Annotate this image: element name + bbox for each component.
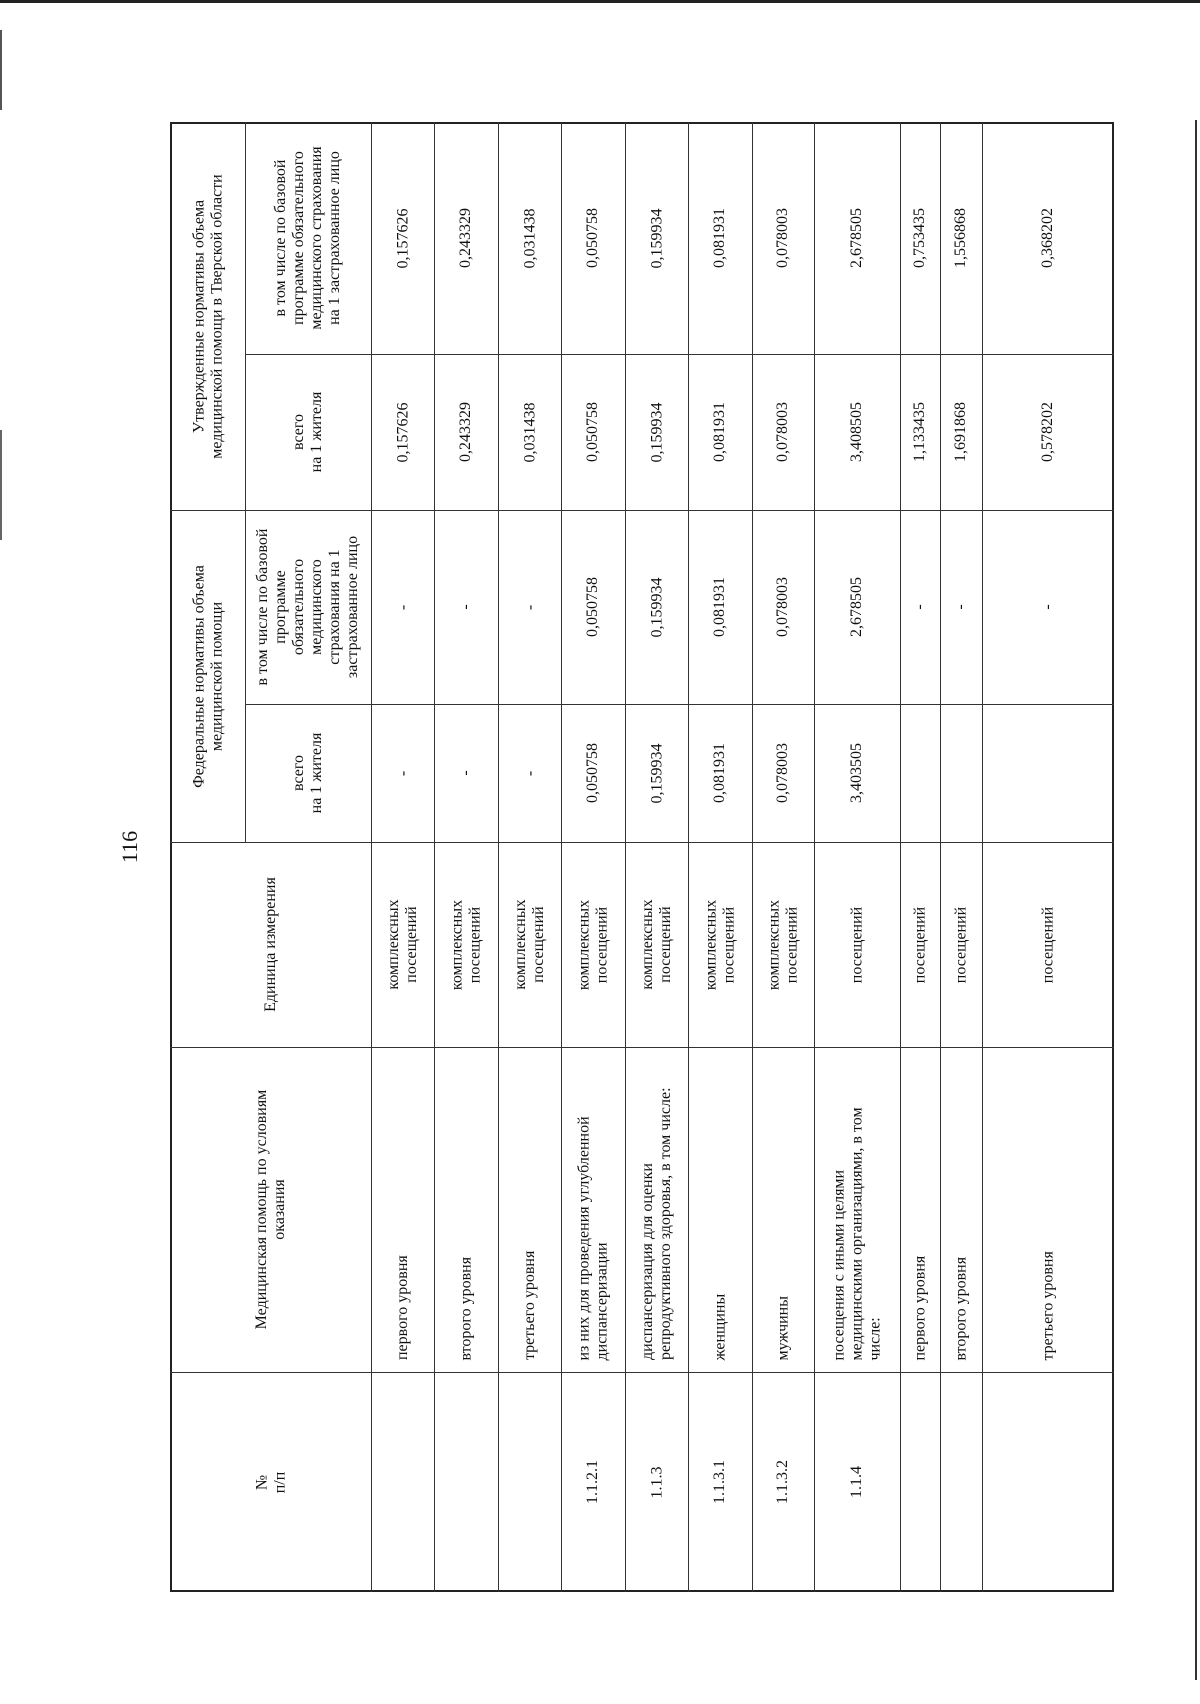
header-unit [170,842,371,1047]
row-6-num [752,1372,814,1592]
row-4-reg-total [625,354,688,510]
row-8-fed-insured-text: - [911,604,928,610]
row-10-reg-total [982,354,1114,510]
row-1-fed-total [434,704,498,842]
row-6-reg-insured [752,122,814,354]
row-4-fed-insured [625,510,688,704]
row-0-fed-insured [371,510,434,704]
row-7-num [814,1372,900,1592]
scan-edge-left [0,30,2,110]
row-2-fed-total [498,704,561,842]
row-3-num [561,1372,625,1592]
row-1-service-text: второго уровня [457,1256,474,1360]
row-1-fed-insured-text: - [457,604,474,610]
row-10-reg-insured [982,122,1114,354]
row-3-reg-total-text: 0,050758 [584,402,601,462]
row-7-fed-insured [814,510,900,704]
row-0-num [371,1372,434,1592]
row-1-service [434,1047,498,1372]
row-9-unit [940,842,982,1047]
row-5-num-text: 1.1.3.1 [711,1460,728,1504]
row-3-fed-total [561,704,625,842]
row-6-unit-text: комплексных посещений [765,899,800,990]
row-4-reg-insured [625,122,688,354]
header-reg-total [245,354,371,510]
row-10-reg-total-text: 0,578202 [1039,402,1056,462]
row-6-num-text: 1.1.3.2 [774,1460,791,1504]
row-10-num [982,1372,1114,1592]
row-7-num-text: 1.1.4 [848,1466,865,1498]
row-2-fed-insured-text: - [520,604,538,610]
row-1-reg-total [434,354,498,510]
header-reg-insured-text: в том числе по базовой программе обязательного медицинского страхования на 1 застрахованное лицо [272,146,343,330]
row-6-fed-total [752,704,814,842]
row-9-unit-text: посещений [952,906,969,983]
row-1-unit-text: комплексных посещений [448,899,483,990]
row-9-reg-total-text: 1,691868 [952,402,969,462]
row-6-service-text: мужчины [774,1295,791,1360]
header-num [170,1372,371,1592]
row-5-fed-total-text: 0,081931 [711,743,728,803]
header-service-text: Медицинская помощь по условиям оказания [252,1089,288,1330]
row-10-unit-text: посещений [1039,906,1056,983]
row-10-unit [982,842,1114,1047]
row-7-unit [814,842,900,1047]
row-7-reg-insured-text: 2,678505 [848,208,865,268]
row-0-reg-insured-text: 0,157626 [393,208,411,268]
row-6-fed-insured [752,510,814,704]
row-5-unit [688,842,752,1047]
row-5-reg-insured [688,122,752,354]
row-3-fed-total-text: 0,050758 [584,743,601,803]
row-4-service-text: диспансеризация для оценки репродуктивного здоровья, в том числе: [638,1087,674,1360]
row-7-fed-total [814,704,900,842]
row-6-fed-total-text: 0,078003 [774,743,791,803]
page-number: 116 [117,830,142,864]
row-1-fed-total-text: - [457,770,474,776]
data-table [170,122,1114,1592]
row-1-unit [434,842,498,1047]
row-9-reg-total [940,354,982,510]
row-1-reg-total-text: 0,243329 [457,402,474,462]
row-2-unit-text: комплексных посещений [511,899,547,990]
row-5-service-text: женщины [711,1293,728,1360]
row-2-reg-insured-text: 0,031438 [520,208,538,268]
row-5-reg-insured-text: 0,081931 [711,208,728,268]
row-1-num [434,1372,498,1592]
row-5-fed-total [688,704,752,842]
row-9-num [940,1372,982,1592]
row-2-service [498,1047,561,1372]
row-9-reg-insured [940,122,982,354]
row-2-reg-total [498,354,561,510]
row-2-unit [498,842,561,1047]
row-4-reg-insured-text: 0,159934 [647,208,665,268]
row-7-service-text: посещения с иными целями медицинскими организациями, в том числе: [830,1106,883,1360]
header-unit-text: Единица измерения [261,877,279,1012]
row-1-reg-insured-text: 0,243329 [457,208,474,268]
row-4-fed-total-text: 0,159934 [647,743,665,803]
row-5-num [688,1372,752,1592]
row-3-unit [561,842,625,1047]
row-3-fed-insured [561,510,625,704]
header-fed-total [245,704,371,842]
row-9-fed-insured [940,510,982,704]
scan-edge-right [1195,120,1197,1680]
row-0-fed-total [371,704,434,842]
row-0-unit-text: комплексных посещений [384,899,420,990]
header-fed-insured-text: в том числе по базовой программе обязательного медицинского страхования на 1 застрахованное лицо [254,528,361,686]
scan-edge-top [0,0,1200,3]
row-5-fed-insured-text: 0,081931 [711,577,728,637]
row-0-fed-insured-text: - [393,604,411,610]
row-2-reg-total-text: 0,031438 [520,402,538,462]
row-9-fed-total [940,704,982,842]
row-8-fed-total [900,704,940,842]
row-4-num-text: 1.1.3 [647,1466,665,1498]
row-6-service [752,1047,814,1372]
row-3-reg-insured [561,122,625,354]
row-7-fed-total-text: 3,403505 [848,743,865,803]
row-8-unit-text: посещений [911,906,928,983]
row-4-fed-total [625,704,688,842]
row-5-reg-total [688,354,752,510]
row-4-num [625,1372,688,1592]
row-6-reg-total-text: 0,078003 [774,402,791,462]
row-0-service-text: первого уровня [393,1255,411,1360]
scan-edge-left [0,430,2,540]
row-4-fed-insured-text: 0,159934 [647,577,665,637]
row-4-service [625,1047,688,1372]
row-7-reg-total-text: 3,408505 [848,402,865,462]
row-4-unit-text: комплексных посещений [638,899,674,990]
row-10-fed-insured-text: - [1039,604,1056,610]
row-7-fed-insured-text: 2,678505 [848,577,865,637]
row-8-reg-insured-text: 0,753435 [911,208,928,268]
row-8-fed-insured [900,510,940,704]
row-10-fed-insured [982,510,1114,704]
row-8-num [900,1372,940,1592]
row-9-fed-insured-text: - [952,604,969,610]
row-7-reg-total [814,354,900,510]
row-10-reg-insured-text: 0,368202 [1039,208,1056,268]
row-3-unit-text: комплексных посещений [575,899,610,990]
row-5-unit-text: комплексных посещений [702,899,737,990]
row-4-reg-total-text: 0,159934 [647,402,665,462]
header-fed-group-text: Федеральные нормативы объема медицинской помощи [189,564,225,788]
row-8-reg-insured [900,122,940,354]
row-1-fed-insured [434,510,498,704]
header-reg-total-text: всего на 1 жителя [290,391,325,473]
header-reg-insured [245,122,371,354]
row-2-fed-insured [498,510,561,704]
row-4-unit [625,842,688,1047]
row-8-reg-total [900,354,940,510]
header-fed-group [170,510,245,842]
row-9-reg-insured-text: 1,556868 [952,208,969,268]
row-6-fed-insured-text: 0,078003 [774,577,791,637]
row-1-reg-insured [434,122,498,354]
row-9-service-text: второго уровня [952,1256,969,1360]
row-10-service-text: третьего уровня [1039,1250,1056,1360]
row-7-reg-insured [814,122,900,354]
row-2-reg-insured [498,122,561,354]
row-3-service-text: из них для проведения углубленной диспансеризации [575,1115,610,1360]
row-8-service [900,1047,940,1372]
row-8-service-text: первого уровня [911,1255,928,1360]
header-fed-total-text: всего на 1 жителя [290,732,325,814]
row-10-fed-total [982,704,1114,842]
row-9-service [940,1047,982,1372]
row-2-service-text: третьего уровня [520,1250,538,1360]
row-0-unit [371,842,434,1047]
row-0-reg-total [371,354,434,510]
row-3-reg-insured-text: 0,050758 [584,208,601,268]
row-0-service [371,1047,434,1372]
header-reg-group [170,122,245,510]
header-fed-insured [245,510,371,704]
row-10-service [982,1047,1114,1372]
row-5-fed-insured [688,510,752,704]
row-2-fed-total-text: - [520,770,538,776]
header-service [170,1047,371,1372]
row-2-num [498,1372,561,1592]
row-0-reg-total-text: 0,157626 [393,402,411,462]
header-reg-group-text: Утвержденные нормативы объема медицинской помощи в Тверской области [189,173,225,459]
row-8-reg-total-text: 1,133435 [911,402,928,462]
row-7-unit-text: посещений [848,906,865,983]
row-0-fed-total-text: - [393,770,411,776]
row-8-unit [900,842,940,1047]
row-5-reg-total-text: 0,081931 [711,402,728,462]
row-0-reg-insured [371,122,434,354]
row-3-service [561,1047,625,1372]
row-6-reg-insured-text: 0,078003 [774,208,791,268]
row-6-unit [752,842,814,1047]
row-3-reg-total [561,354,625,510]
row-3-num-text: 1.1.2.1 [584,1460,601,1504]
row-5-service [688,1047,752,1372]
row-3-fed-insured-text: 0,050758 [584,577,601,637]
header-num-text: № п/п [252,1471,288,1493]
row-6-reg-total [752,354,814,510]
row-7-service [814,1047,900,1372]
